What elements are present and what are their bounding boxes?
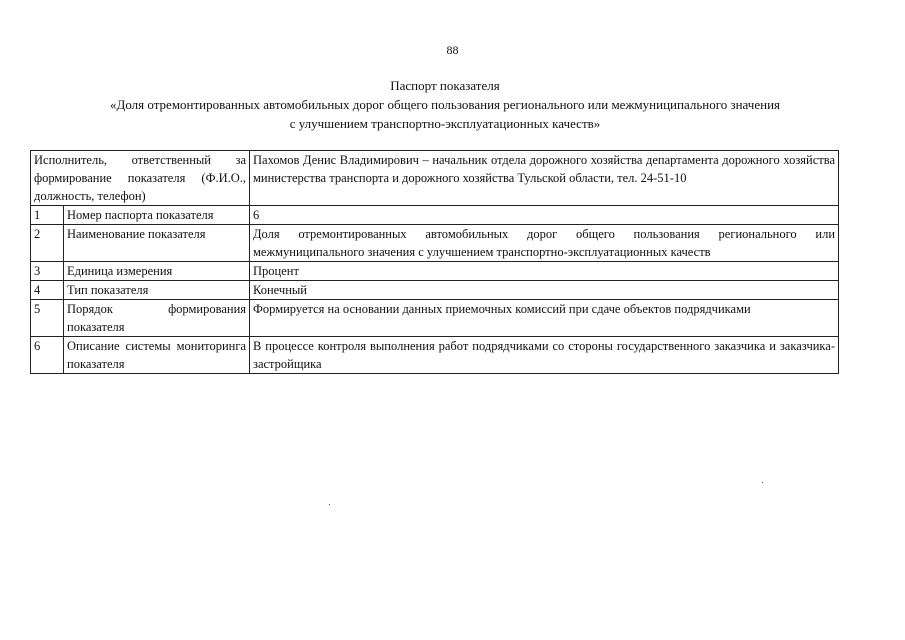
row-number: 1 [31,206,64,225]
row-value: Процент [250,262,839,281]
table-row-executor [31,151,839,206]
row-number: 4 [31,281,64,300]
executor-label: Исполнитель, ответственный за формирование показателя (Ф.И.О., должность, телефон) [31,151,250,206]
row-value: Конечный [250,281,839,300]
row-value: Формируется на основании данных приемочных комиссий при сдаче объектов подрядчиками [250,300,839,337]
passport-table [30,150,839,374]
row-label: Тип показателя [64,281,250,300]
table-row [31,225,839,262]
table-row [31,262,839,281]
row-number: 2 [31,225,64,262]
table-row [31,281,839,300]
scan-speck [762,482,763,483]
heading-title: Паспорт показателя [390,78,500,93]
row-value: Доля отремонтированных автомобильных дорог общего пользования регионального или межмуниципального значения с улучшением транспортно-эксплуатационных качеств [250,225,839,262]
row-label: Описание системы мониторинга показателя [64,337,250,374]
document-heading [30,76,860,133]
row-label: Номер паспорта показателя [64,206,250,225]
row-number: 3 [31,262,64,281]
executor-value: Пахомов Денис Владимирович – начальник отдела дорожного хозяйства департамента дорожного хозяйства министерства транспорта и дорожного хозяйства Тульской области, тел. 24-51-10 [250,151,839,206]
table-row [31,300,839,337]
row-value: 6 [250,206,839,225]
table-row [31,206,839,225]
heading-subtitle-line-2: с улучшением транспортно-эксплуатационных качеств» [289,116,601,131]
row-label: Единица измерения [64,262,250,281]
table-row [31,337,839,374]
row-number: 6 [31,337,64,374]
scan-speck [329,504,330,505]
row-label: Наименование показателя [64,225,250,262]
row-value: В процессе контроля выполнения работ подрядчиками со стороны государственного заказчика и заказчика-застройщика [250,337,839,374]
row-label: Порядок формирования показателя [64,300,250,337]
heading-subtitle-line-1: «Доля отремонтированных автомобильных дорог общего пользования регионального или межмуниципального значения [109,97,781,112]
page-number: 88 [446,43,459,57]
row-number: 5 [31,300,64,337]
